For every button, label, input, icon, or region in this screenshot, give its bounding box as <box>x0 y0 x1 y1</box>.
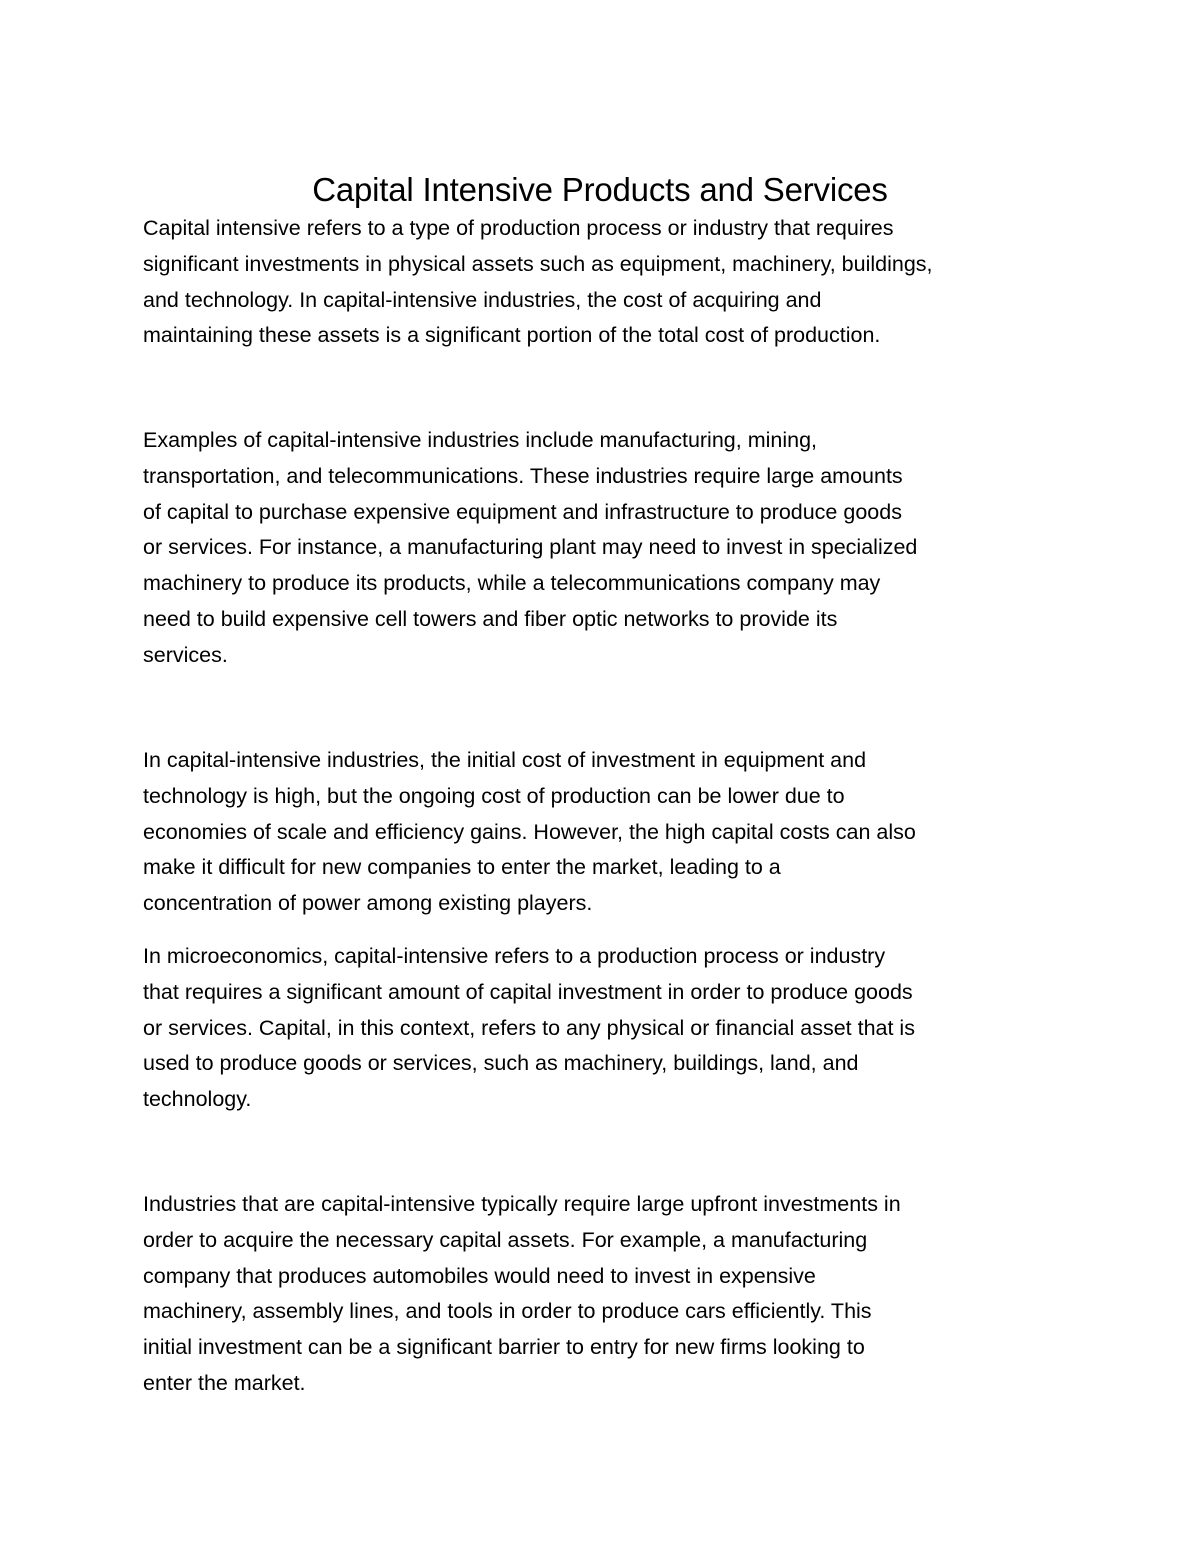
text-line: order to acquire the necessary capital assets. For example, a manufacturing <box>143 1227 868 1252</box>
text-line: or services. For instance, a manufacturing plant may need to invest in specialized <box>143 535 918 560</box>
text-line: economies of scale and efficiency gains. However, the high capital costs can also <box>143 819 916 844</box>
text-line: used to produce goods or services, such as machinery, buildings, land, and <box>143 1051 859 1076</box>
text-line: that requires a significant amount of capital investment in order to produce goods <box>143 979 913 1004</box>
paragraph-definition <box>143 211 1063 354</box>
text-line: services. <box>143 642 228 667</box>
text-line: Industries that are capital-intensive typically require large upfront investments in <box>143 1192 901 1216</box>
text-line: In microeconomics, capital-intensive refers to a production process or industry <box>143 944 886 968</box>
page-title: Capital Intensive Products and Services <box>312 171 888 209</box>
text-line: technology. <box>143 1087 252 1112</box>
text-line: make it difficult for new companies to enter the market, leading to a <box>143 855 781 880</box>
text-line: transportation, and telecommunications. These industries require large amounts <box>143 463 903 488</box>
text-line: of capital to purchase expensive equipment and infrastructure to produce goods <box>143 499 902 524</box>
paragraph-cost-structure <box>143 743 1063 922</box>
text-line: In capital-intensive industries, the initial cost of investment in equipment and <box>143 748 867 772</box>
paragraph-microeconomics <box>143 939 1063 1118</box>
text-line: and technology. In capital-intensive industries, the cost of acquiring and <box>143 287 822 312</box>
text-line: machinery, assembly lines, and tools in order to produce cars efficiently. This <box>143 1299 872 1324</box>
text-line: technology is high, but the ongoing cost of production can be lower due to <box>143 783 845 808</box>
paragraph-barrier-to-entry <box>143 1187 1063 1402</box>
text-line: initial investment can be a significant barrier to entry for new firms looking to <box>143 1335 865 1360</box>
text-line: concentration of power among existing players. <box>143 891 593 916</box>
text-line: Examples of capital-intensive industries include manufacturing, mining, <box>143 428 818 452</box>
text-line: company that produces automobiles would need to invest in expensive <box>143 1263 816 1288</box>
text-line: significant investments in physical assets such as equipment, machinery, buildings, <box>143 251 933 276</box>
text-line: enter the market. <box>143 1370 306 1395</box>
text-line: or services. Capital, in this context, refers to any physical or financial asset that is <box>143 1015 915 1040</box>
paragraph-examples <box>143 423 1063 674</box>
text-line: Capital intensive refers to a type of production process or industry that requires <box>143 216 894 240</box>
text-line: maintaining these assets is a significant portion of the total cost of production. <box>143 323 881 348</box>
text-line: machinery to produce its products, while a telecommunications company may <box>143 571 881 596</box>
text-line: need to build expensive cell towers and fiber optic networks to provide its <box>143 606 838 631</box>
